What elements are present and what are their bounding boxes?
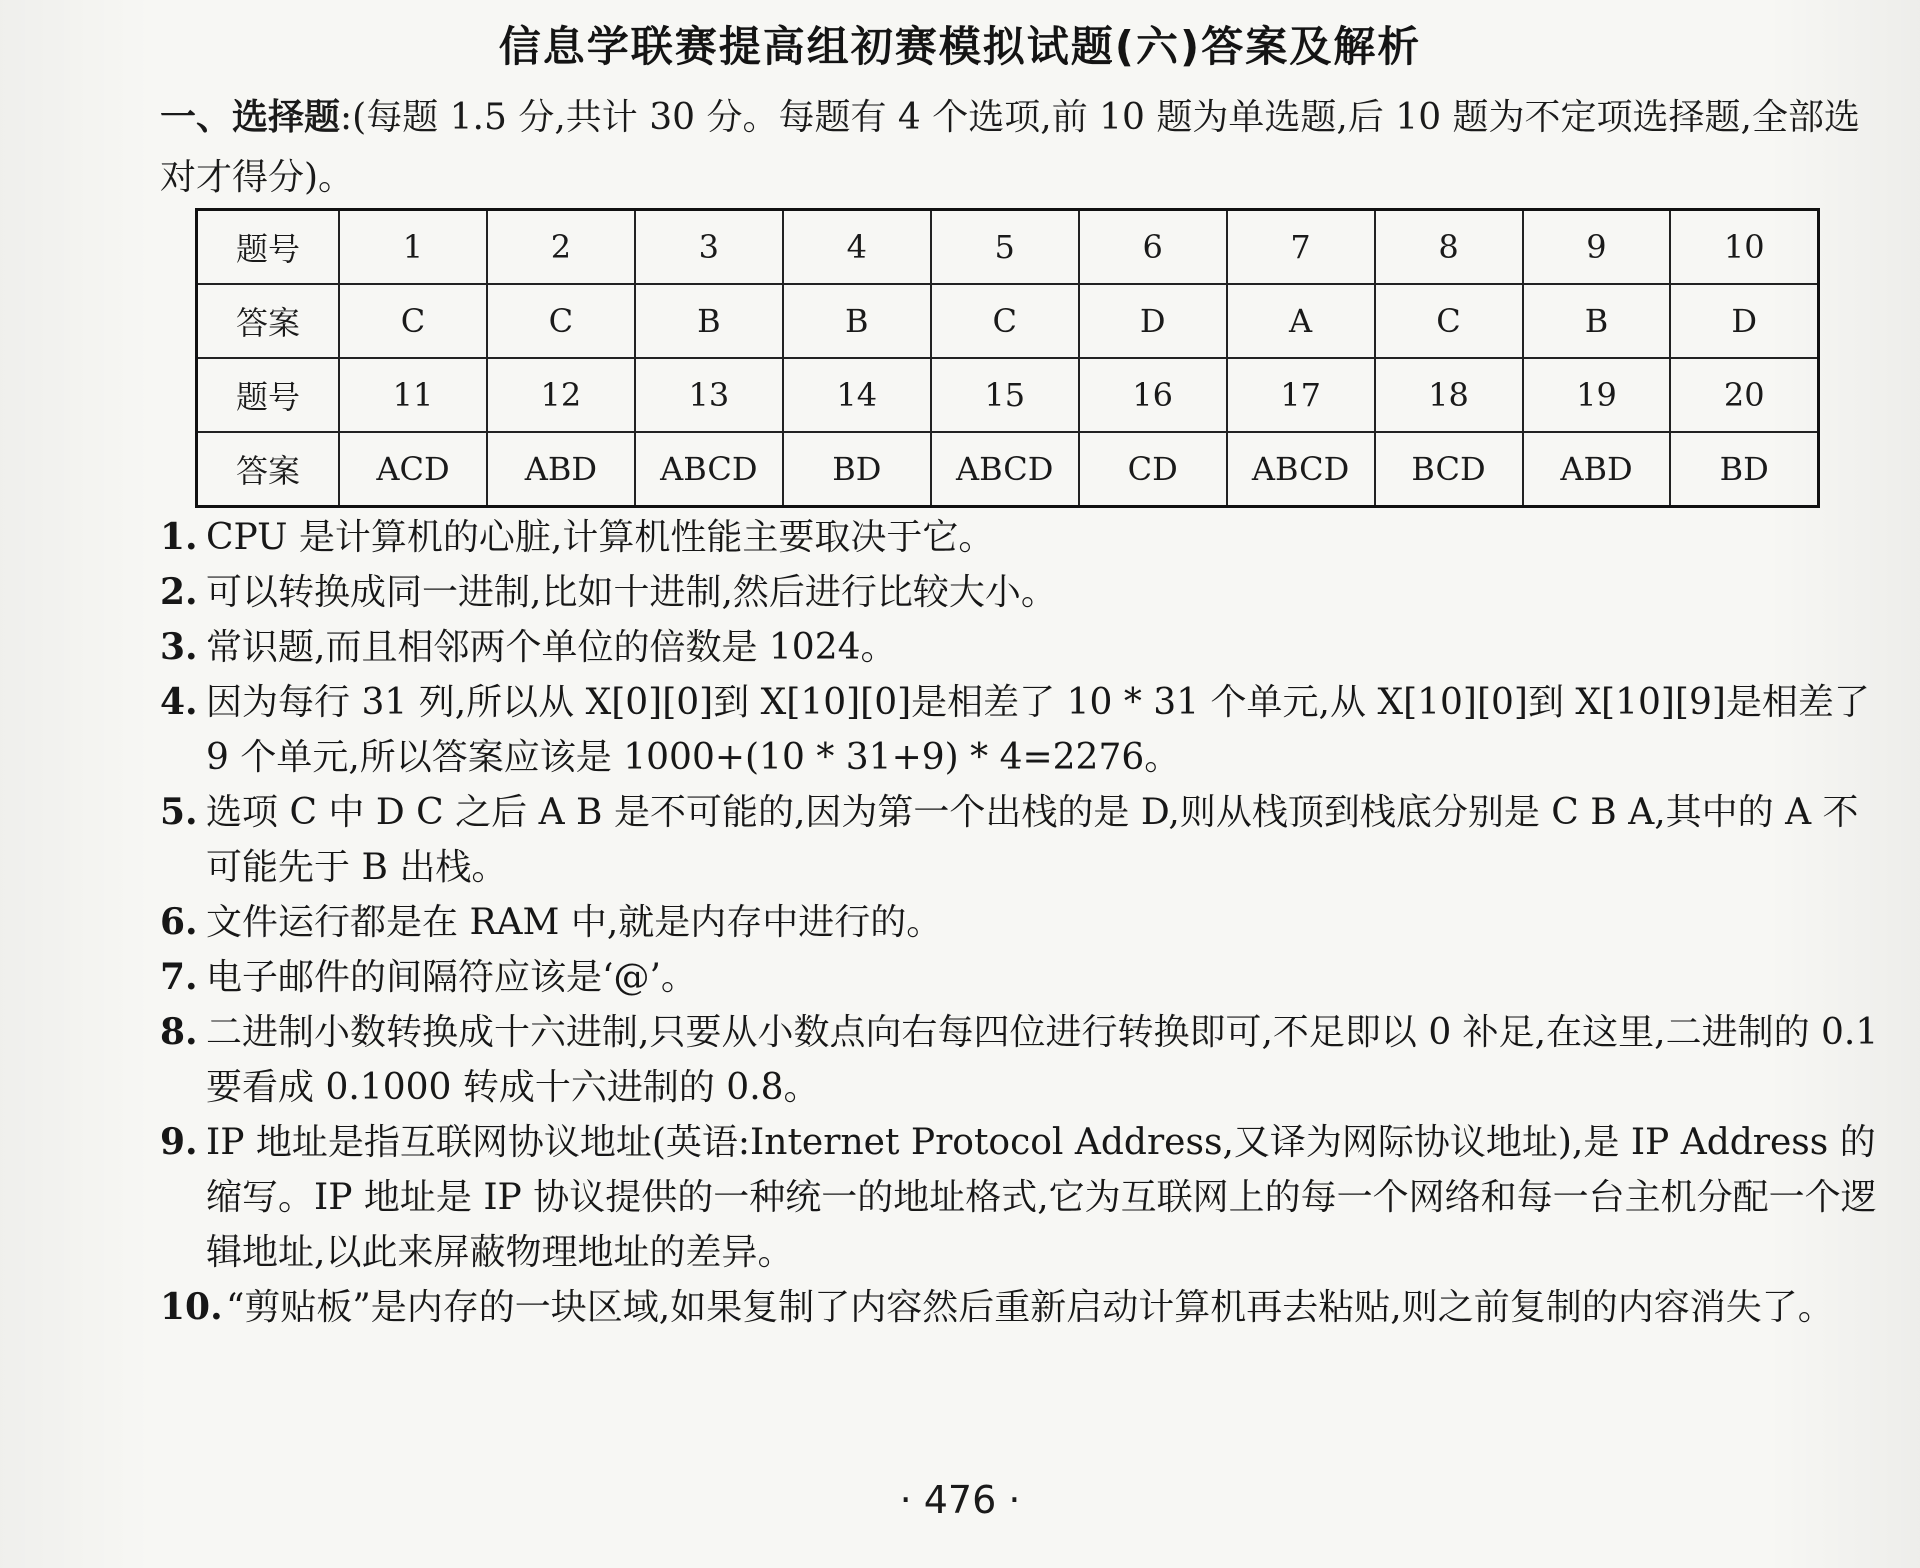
explanation-item xyxy=(160,1005,1880,1115)
explanation-number: 3. xyxy=(160,626,198,668)
explanation-item xyxy=(160,565,1880,620)
question-number: 19 xyxy=(1523,358,1671,432)
answer-cell: C xyxy=(339,284,487,358)
question-number: 8 xyxy=(1375,210,1523,285)
question-number: 10 xyxy=(1670,210,1818,285)
answer-cell: ABCD xyxy=(635,432,783,507)
row-header: 答案 xyxy=(197,432,340,507)
question-number: 6 xyxy=(1079,210,1227,285)
answer-cell: B xyxy=(783,284,931,358)
explanation-number: 7. xyxy=(160,956,198,998)
page-number: · 476 · xyxy=(899,1478,1021,1522)
table-row xyxy=(197,284,1819,358)
answer-cell: BD xyxy=(1670,432,1818,507)
document-title: 信息学联赛提高组初赛模拟试题(六)答案及解析 xyxy=(498,22,1422,71)
explanation-number: 5. xyxy=(160,791,198,833)
explanation-item xyxy=(160,510,1880,565)
table-row xyxy=(197,210,1819,285)
question-number: 20 xyxy=(1670,358,1818,432)
row-header: 答案 xyxy=(197,284,340,358)
question-number: 9 xyxy=(1523,210,1671,285)
question-number: 18 xyxy=(1375,358,1523,432)
table-row xyxy=(197,358,1819,432)
explanation-list xyxy=(160,510,1880,1335)
answer-cell: ABCD xyxy=(1227,432,1375,507)
explanation-text: 常识题,而且相邻两个单位的倍数是 1024。 xyxy=(206,627,897,668)
explanation-item xyxy=(160,895,1880,950)
explanation-item xyxy=(160,785,1880,895)
question-number: 16 xyxy=(1079,358,1227,432)
question-number: 13 xyxy=(635,358,783,432)
answer-cell: D xyxy=(1079,284,1227,358)
explanation-item xyxy=(160,1115,1880,1280)
question-number: 14 xyxy=(783,358,931,432)
answer-cell: ACD xyxy=(339,432,487,507)
answer-table xyxy=(195,208,1820,508)
explanation-number: 1. xyxy=(160,516,198,558)
question-number: 5 xyxy=(931,210,1079,285)
question-number: 2 xyxy=(487,210,635,285)
explanation-number: 9. xyxy=(160,1121,198,1163)
explanation-item xyxy=(160,1280,1880,1335)
explanation-text: 电子邮件的间隔符应该是‘@’。 xyxy=(206,957,697,998)
row-header: 题号 xyxy=(197,210,340,285)
section-heading: 一、选择题 xyxy=(160,97,341,138)
explanation-text: CPU 是计算机的心脏,计算机性能主要取决于它。 xyxy=(206,517,995,558)
question-number: 3 xyxy=(635,210,783,285)
answer-cell: C xyxy=(487,284,635,358)
answer-cell: ABD xyxy=(1523,432,1671,507)
explanation-item xyxy=(160,675,1880,785)
explanation-text: 选项 C 中 D C 之后 A B 是不可能的,因为第一个出栈的是 D,则从栈顶到栈底分别是 C B A,其中的 A 不可能先于 B 出栈。 xyxy=(206,792,1859,888)
question-number: 1 xyxy=(339,210,487,285)
question-number: 17 xyxy=(1227,358,1375,432)
explanation-number: 10. xyxy=(160,1286,223,1328)
answer-cell: B xyxy=(1523,284,1671,358)
explanation-text: “剪贴板”是内存的一块区域,如果复制了内容然后重新启动计算机再去粘贴,则之前复制的内容消失了。 xyxy=(226,1287,1834,1328)
explanation-number: 2. xyxy=(160,571,198,613)
question-number: 7 xyxy=(1227,210,1375,285)
explanation-text: IP 地址是指互联网协议地址(英语:Internet Protocol Address,又译为网际协议地址),是 IP Address 的缩写。IP 地址是 IP 协议提供的一种统一的地址格式,它为互联网上的每一个网络和每一台主机分配一个逻辑地址,以此来屏蔽物理地址的差异。 xyxy=(206,1122,1877,1273)
question-number: 4 xyxy=(783,210,931,285)
explanation-text: 可以转换成同一进制,比如十进制,然后进行比较大小。 xyxy=(206,572,1057,613)
explanation-item xyxy=(160,950,1880,1005)
explanation-text: 二进制小数转换成十六进制,只要从小数点向右每四位进行转换即可,不足即以 0 补足,在这里,二进制的 0.1 要看成 0.1000 转成十六进制的 0.8。 xyxy=(206,1012,1879,1108)
row-header: 题号 xyxy=(197,358,340,432)
answer-cell: B xyxy=(635,284,783,358)
answer-cell: ABD xyxy=(487,432,635,507)
answer-cell: CD xyxy=(1079,432,1227,507)
explanation-item xyxy=(160,620,1880,675)
question-number: 12 xyxy=(487,358,635,432)
table-row xyxy=(197,432,1819,507)
explanation-number: 6. xyxy=(160,901,198,943)
section-intro xyxy=(160,88,1860,208)
answer-cell: BD xyxy=(783,432,931,507)
explanation-number: 8. xyxy=(160,1011,198,1053)
question-number: 15 xyxy=(931,358,1079,432)
answer-cell: C xyxy=(931,284,1079,358)
explanation-text: 文件运行都是在 RAM 中,就是内存中进行的。 xyxy=(206,902,943,943)
answer-cell: C xyxy=(1375,284,1523,358)
answer-cell: D xyxy=(1670,284,1818,358)
explanation-number: 4. xyxy=(160,681,198,723)
section-description: :(每题 1.5 分,共计 30 分。每题有 4 个选项,前 10 题为单选题,后 10 题为不定项选择题,全部选对才得分)。 xyxy=(160,97,1860,198)
answer-cell: A xyxy=(1227,284,1375,358)
answer-cell: BCD xyxy=(1375,432,1523,507)
explanation-text: 因为每行 31 列,所以从 X[0][0]到 X[10][0]是相差了 10 * 31 个单元,从 X[10][0]到 X[10][9]是相差了 9 个单元,所以答案应该是 1000+(10 * 31+9) * 4=2276。 xyxy=(206,682,1870,778)
question-number: 11 xyxy=(339,358,487,432)
answer-cell: ABCD xyxy=(931,432,1079,507)
